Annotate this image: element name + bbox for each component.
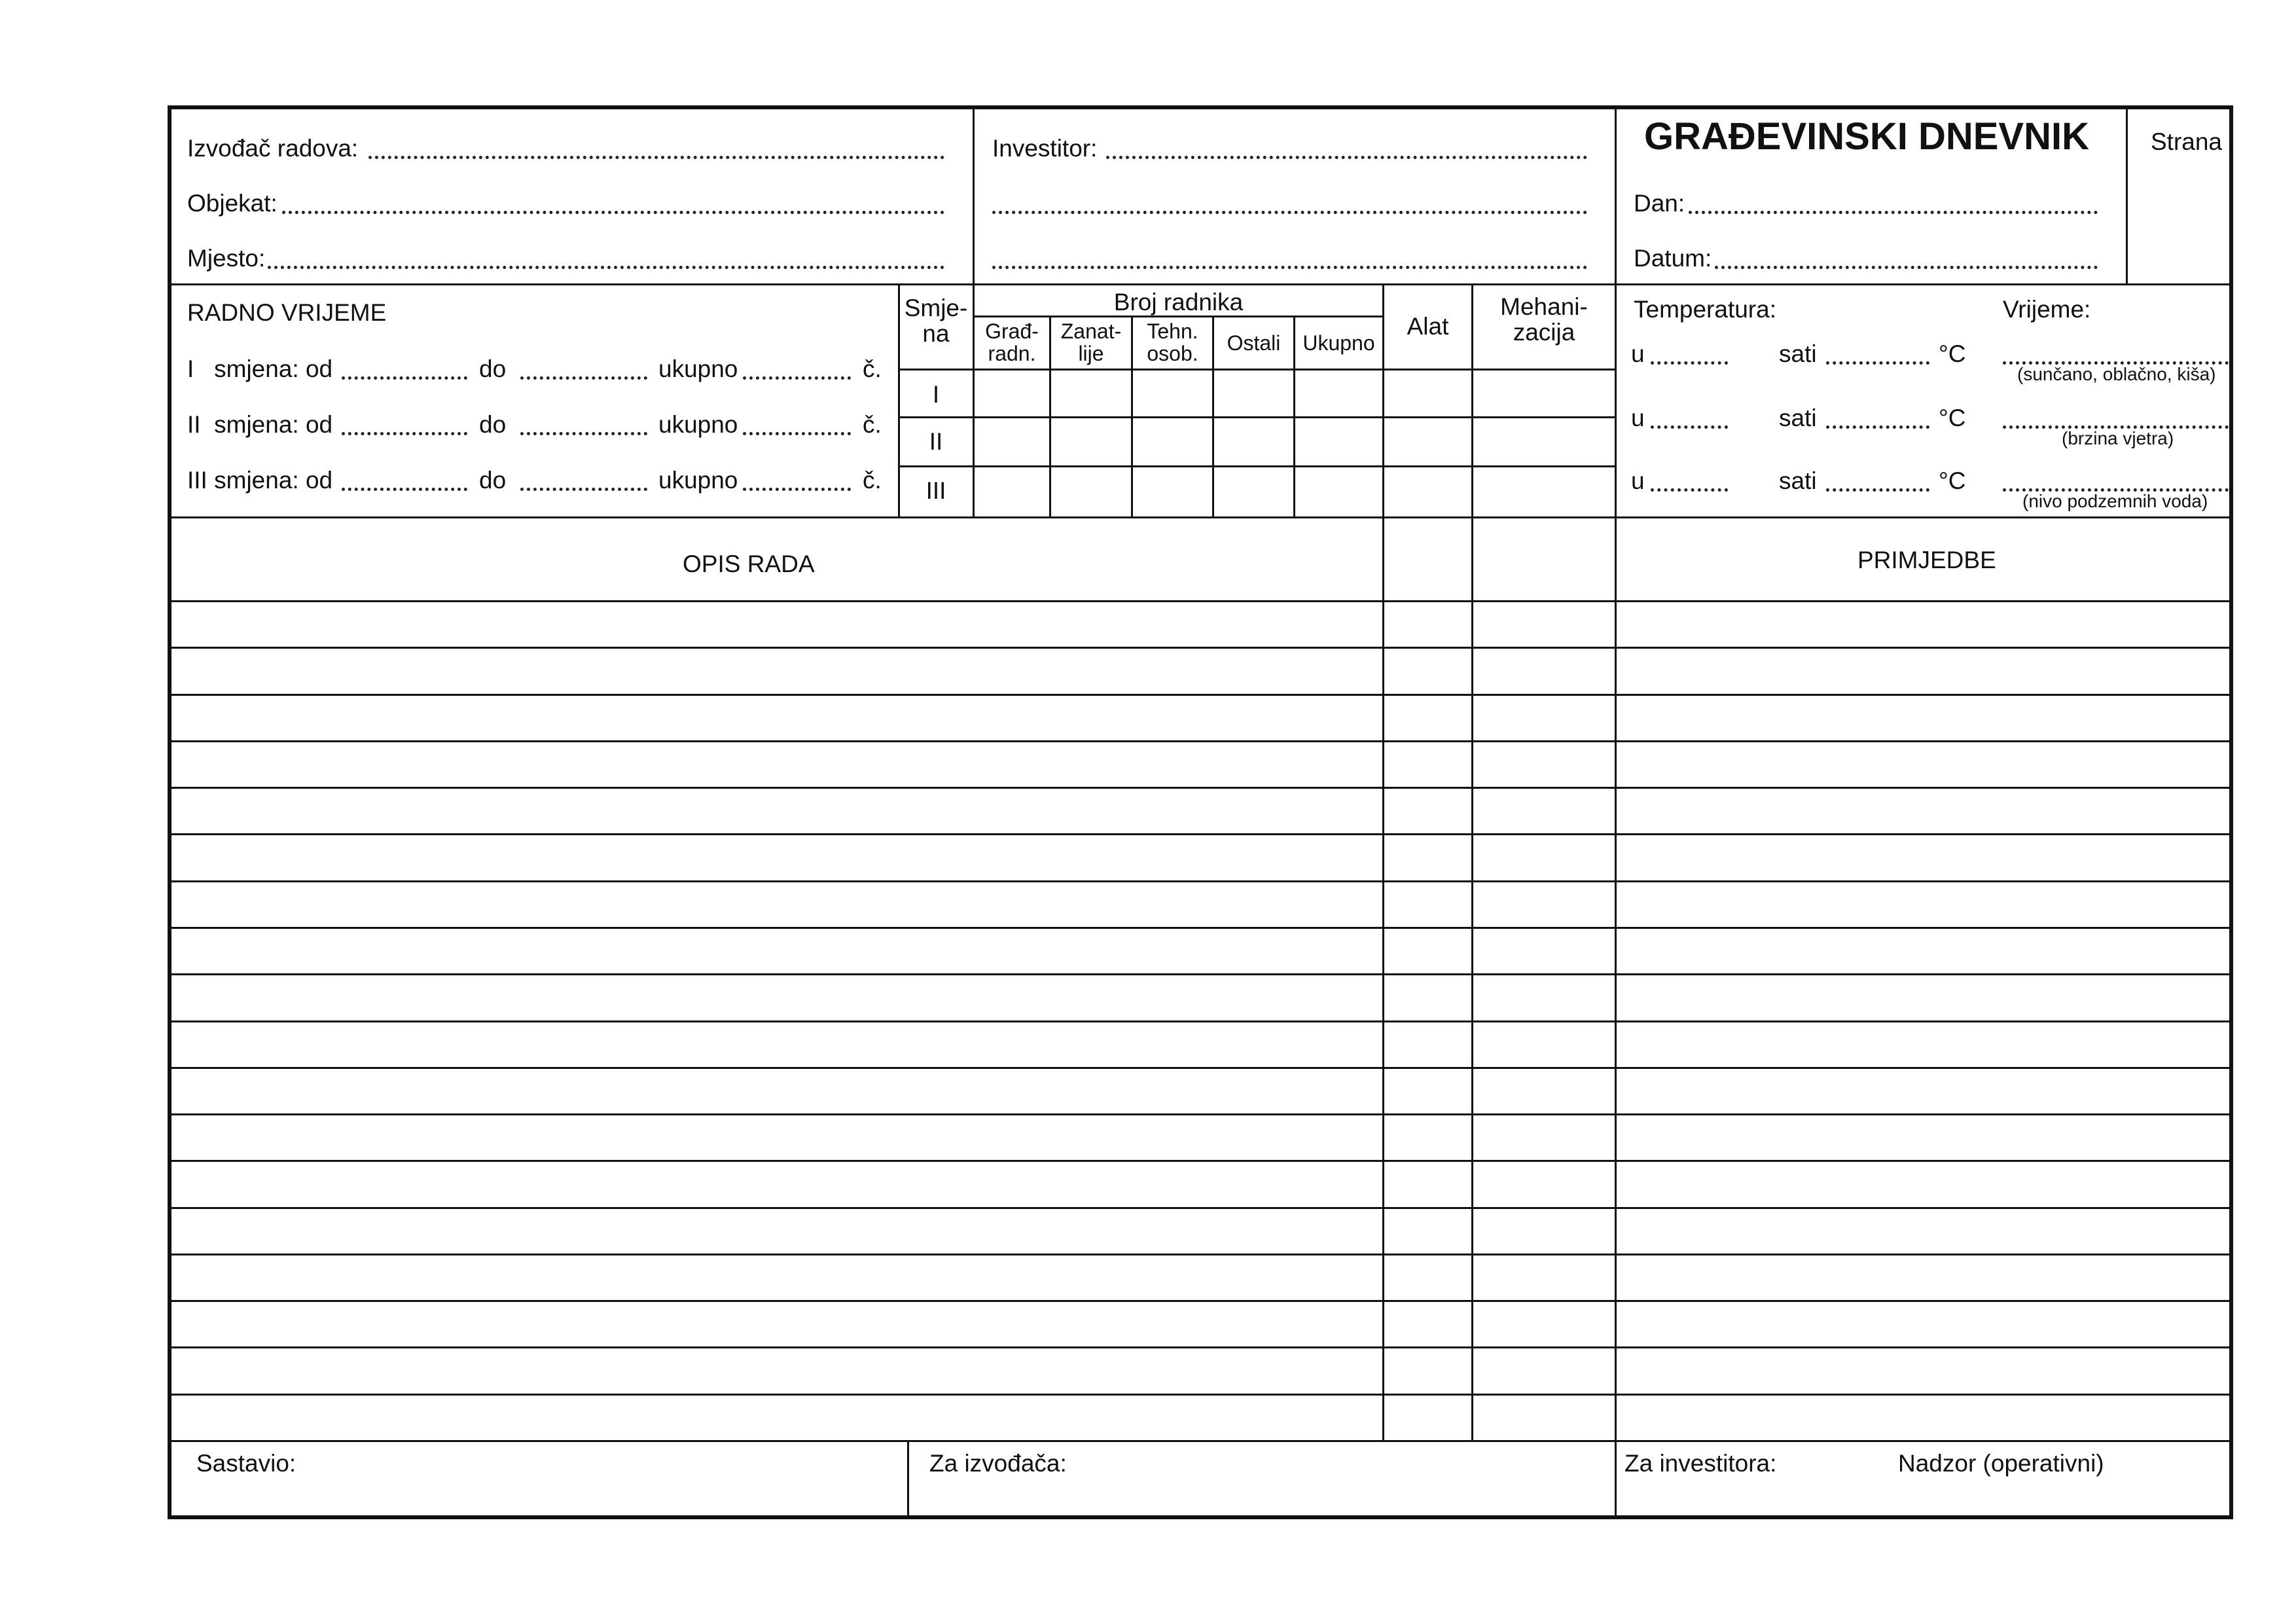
day-field[interactable] xyxy=(1689,211,2098,214)
temp-2-at: u xyxy=(1631,405,1645,431)
shift-3-to-field[interactable] xyxy=(520,488,647,491)
shift-2-to-label: do xyxy=(479,411,507,438)
temp-2-time-field[interactable] xyxy=(1651,425,1728,429)
divider xyxy=(907,1440,909,1518)
log-row-line xyxy=(168,1207,2233,1209)
shift-3-total-label: ukupno xyxy=(658,467,738,494)
shift-2-total-field[interactable] xyxy=(743,432,851,435)
column-header-construction-workers: Građ- radn. xyxy=(985,319,1039,365)
shift-1-total-label: ukupno xyxy=(658,355,738,382)
log-row-line xyxy=(168,1300,2233,1302)
shift-2-from-field[interactable] xyxy=(342,432,467,435)
divider xyxy=(898,465,1616,467)
temp-2-hours: sati xyxy=(1779,405,1817,431)
shift-1-total-field[interactable] xyxy=(743,376,851,380)
log-row-line xyxy=(168,647,2233,649)
shift-1-from-field[interactable] xyxy=(342,376,467,380)
divider xyxy=(168,516,2233,518)
divider xyxy=(898,416,1616,418)
temp-3-hours: sati xyxy=(1779,467,1817,494)
place-field[interactable] xyxy=(268,266,944,269)
divider xyxy=(168,283,2233,285)
temp-1-hours: sati xyxy=(1779,340,1817,367)
divider xyxy=(1382,283,1384,1441)
divider xyxy=(973,283,975,518)
weather-sky-hint: (sunčano, oblačno, kiša) xyxy=(2017,364,2216,384)
shift-3-from-label: III smjena: od xyxy=(187,467,333,494)
divider xyxy=(973,316,1384,317)
divider xyxy=(1471,283,1473,1441)
log-row-line xyxy=(168,1020,2233,1022)
wind-speed-hint: (brzina vjetra) xyxy=(2062,428,2174,448)
divider xyxy=(1615,105,1617,285)
temp-1-unit: °C xyxy=(1939,340,1966,367)
log-row-line xyxy=(168,1067,2233,1069)
temperature-label: Temperatura: xyxy=(1634,296,1776,323)
divider xyxy=(2126,105,2128,285)
log-row-line xyxy=(168,740,2233,742)
shift-row-label-3: III xyxy=(925,477,946,504)
supervision-label: Nadzor (operativni) xyxy=(1898,1450,2104,1477)
investor-field-1[interactable] xyxy=(1106,156,1587,159)
investor-field-2[interactable] xyxy=(992,211,1587,214)
place-label: Mjesto: xyxy=(187,245,266,272)
shift-row-label-1: I xyxy=(932,381,940,408)
temp-2-value-field[interactable] xyxy=(1826,425,1929,429)
divider xyxy=(168,600,2233,602)
temp-3-time-field[interactable] xyxy=(1651,488,1728,492)
for-contractor-label: Za izvođača: xyxy=(929,1450,1067,1477)
weather-label: Vrijeme: xyxy=(2003,296,2091,323)
contractor-field[interactable] xyxy=(368,156,944,159)
log-row-line xyxy=(168,973,2233,975)
column-header-others: Ostali xyxy=(1227,331,1281,355)
divider xyxy=(973,105,975,285)
temp-3-at: u xyxy=(1631,467,1645,494)
temp-3-unit: °C xyxy=(1939,467,1966,494)
remarks-header: PRIMJEDBE xyxy=(1857,547,1996,573)
divider xyxy=(1615,283,1617,1518)
column-header-total: Ukupno xyxy=(1302,331,1375,355)
for-investor-label: Za investitora: xyxy=(1624,1450,1777,1477)
groundwater-level-hint: (nivo podzemnih voda) xyxy=(2022,491,2208,511)
log-row-line xyxy=(168,787,2233,789)
temp-1-value-field[interactable] xyxy=(1826,361,1929,365)
log-row-line xyxy=(168,694,2233,696)
shift-2-total-label: ukupno xyxy=(658,411,738,438)
composed-by-label: Sastavio: xyxy=(196,1450,296,1477)
diary-form-frame xyxy=(168,105,2233,1519)
contractor-label: Izvođač radova: xyxy=(187,135,359,162)
shift-2-to-field[interactable] xyxy=(520,432,647,435)
investor-label: Investitor: xyxy=(992,135,1098,162)
shift-row-label-2: II xyxy=(929,428,943,455)
workers-group-header: Broj radnika xyxy=(1113,289,1244,316)
day-label: Dan: xyxy=(1634,190,1685,217)
shift-1-from-label: I smjena: od xyxy=(187,355,333,382)
shift-column-header: Smje- na xyxy=(904,295,968,347)
document-title: GRAĐEVINSKI DNEVNIK xyxy=(1644,115,2089,158)
shift-2-from-label: II smjena: od xyxy=(187,411,333,438)
log-row-line xyxy=(168,1346,2233,1348)
log-row-line xyxy=(168,927,2233,929)
shift-3-total-field[interactable] xyxy=(743,488,851,491)
temp-3-value-field[interactable] xyxy=(1826,488,1929,492)
temp-1-time-field[interactable] xyxy=(1651,361,1728,365)
temp-1-at: u xyxy=(1631,340,1645,367)
shift-2-unit: č. xyxy=(863,411,882,438)
log-row-line xyxy=(168,880,2233,882)
shift-1-unit: č. xyxy=(863,355,882,382)
tools-header: Alat xyxy=(1407,313,1449,340)
shift-3-to-label: do xyxy=(479,467,507,494)
shift-1-to-label: do xyxy=(479,355,507,382)
temp-2-unit: °C xyxy=(1939,405,1966,431)
object-label: Objekat: xyxy=(187,190,278,217)
shift-1-to-field[interactable] xyxy=(520,376,647,380)
column-header-technical-staff: Tehn. osob. xyxy=(1147,319,1198,365)
date-label: Datum: xyxy=(1634,245,1712,272)
work-description-header: OPIS RADA xyxy=(683,550,815,577)
working-time-title: RADNO VRIJEME xyxy=(187,299,387,326)
object-field[interactable] xyxy=(282,211,944,214)
shift-3-unit: č. xyxy=(863,467,882,494)
column-header-craftsmen: Zanat- lije xyxy=(1060,319,1122,365)
log-row-line xyxy=(168,1254,2233,1255)
log-row-line xyxy=(168,1394,2233,1396)
divider xyxy=(898,369,1616,370)
log-row-line xyxy=(168,1160,2233,1162)
machinery-header: Mehani- zacija xyxy=(1500,293,1588,346)
date-field[interactable] xyxy=(1715,266,2098,269)
shift-3-from-field[interactable] xyxy=(342,488,467,491)
log-row-line xyxy=(168,833,2233,835)
divider xyxy=(168,1440,2233,1442)
page-number-label: Strana xyxy=(2151,128,2223,155)
investor-field-3[interactable] xyxy=(992,266,1587,269)
log-row-line xyxy=(168,1113,2233,1115)
